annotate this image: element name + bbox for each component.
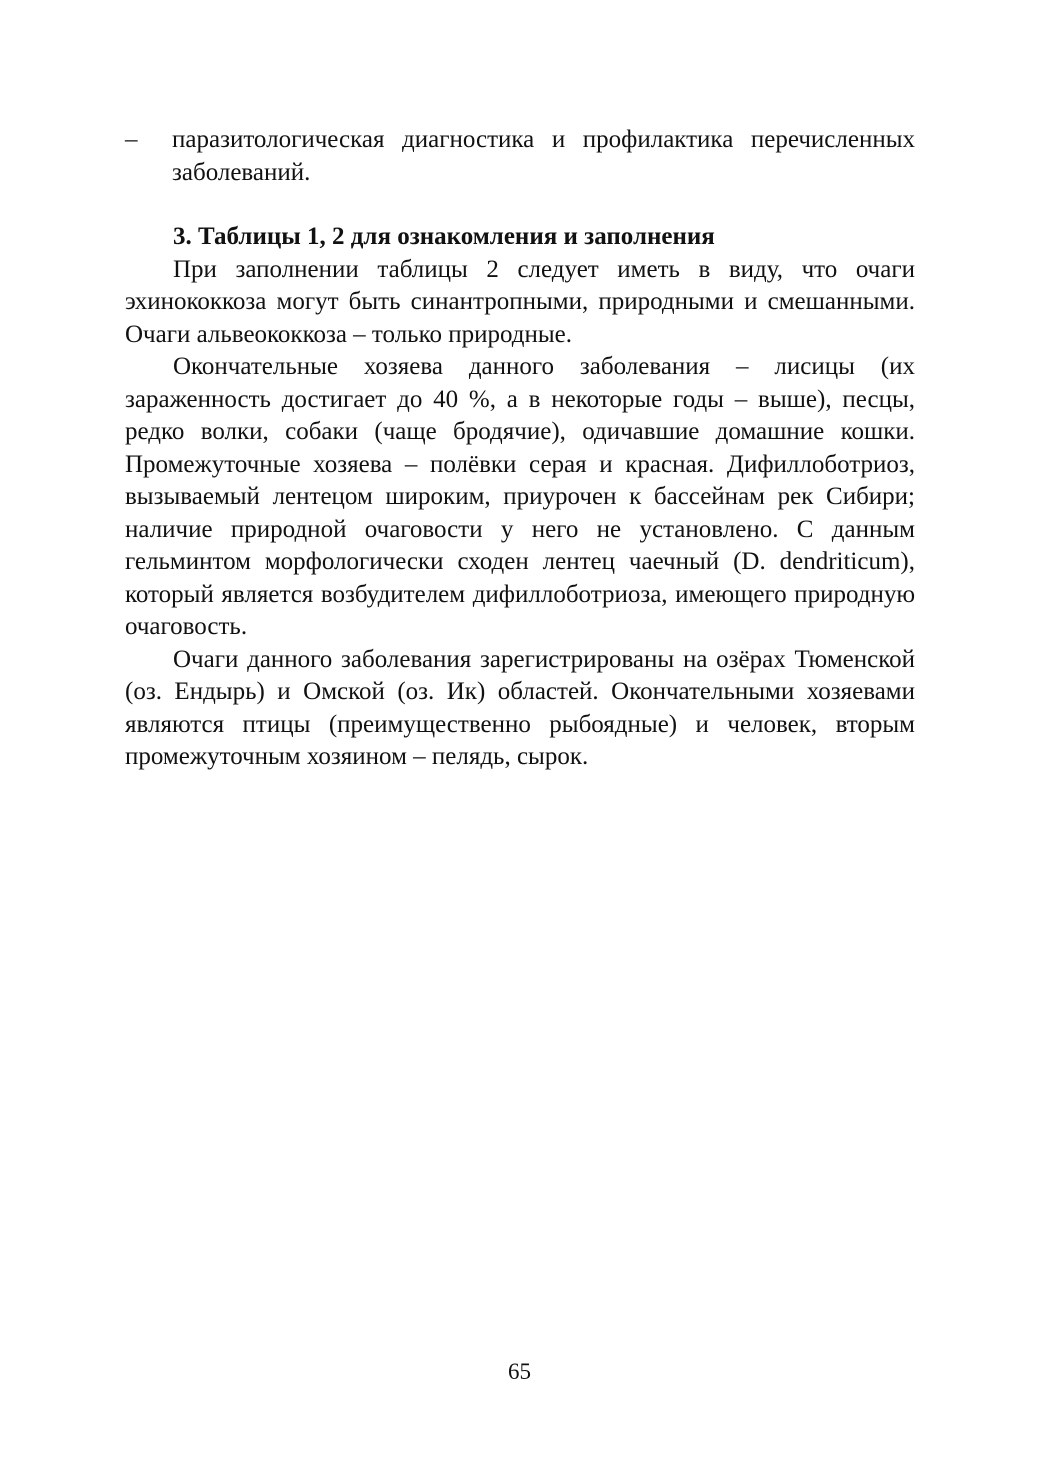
paragraph-3: Очаги данного заболевания зарегистрированы на озёрах Тюменской (оз. Ендырь) и Омской (оз. Ик) областей. Окончательными хозяевами являются птицы (преимущественно рыбоядные) и человек, вторым промежуточным хозяином – пелядь, сырок. — [125, 645, 915, 770]
body-text — [125, 124, 915, 774]
bullet-text: паразитологическая диагностика и профилактика перечисленных заболеваний. — [172, 126, 915, 186]
bullet-marker: – — [125, 126, 138, 153]
page-number: 65 — [508, 1359, 531, 1384]
list-item — [125, 124, 915, 189]
section-heading: 3. Таблицы 1, 2 для ознакомления и заполнения — [173, 223, 715, 250]
paragraph-2: Окончательные хозяева данного заболевания – лисицы (их зараженность достигает до 40 %, а в некоторые годы – выше), песцы, редко волки, собаки (чаще бродячие), одичавшие домашние кошки. Промежуточные хозяева – полёвки серая и красная. Дифиллоботриоз, вызываемый лентецом широким, приурочен к бассейнам рек Сибири; наличие природной очаговости у него не установлено. С данным гельминтом морфологически сходен лентец чаечный (D. dendriticum), который является возбудителем дифиллоботриоза, имеющего природную очаговость. — [125, 353, 915, 640]
paragraph-1: При заполнении таблицы 2 следует иметь в виду, что очаги эхинококкоза могут быть синантропными, природными и смешанными. Очаги альвеококкоза – только природные. — [125, 255, 915, 348]
